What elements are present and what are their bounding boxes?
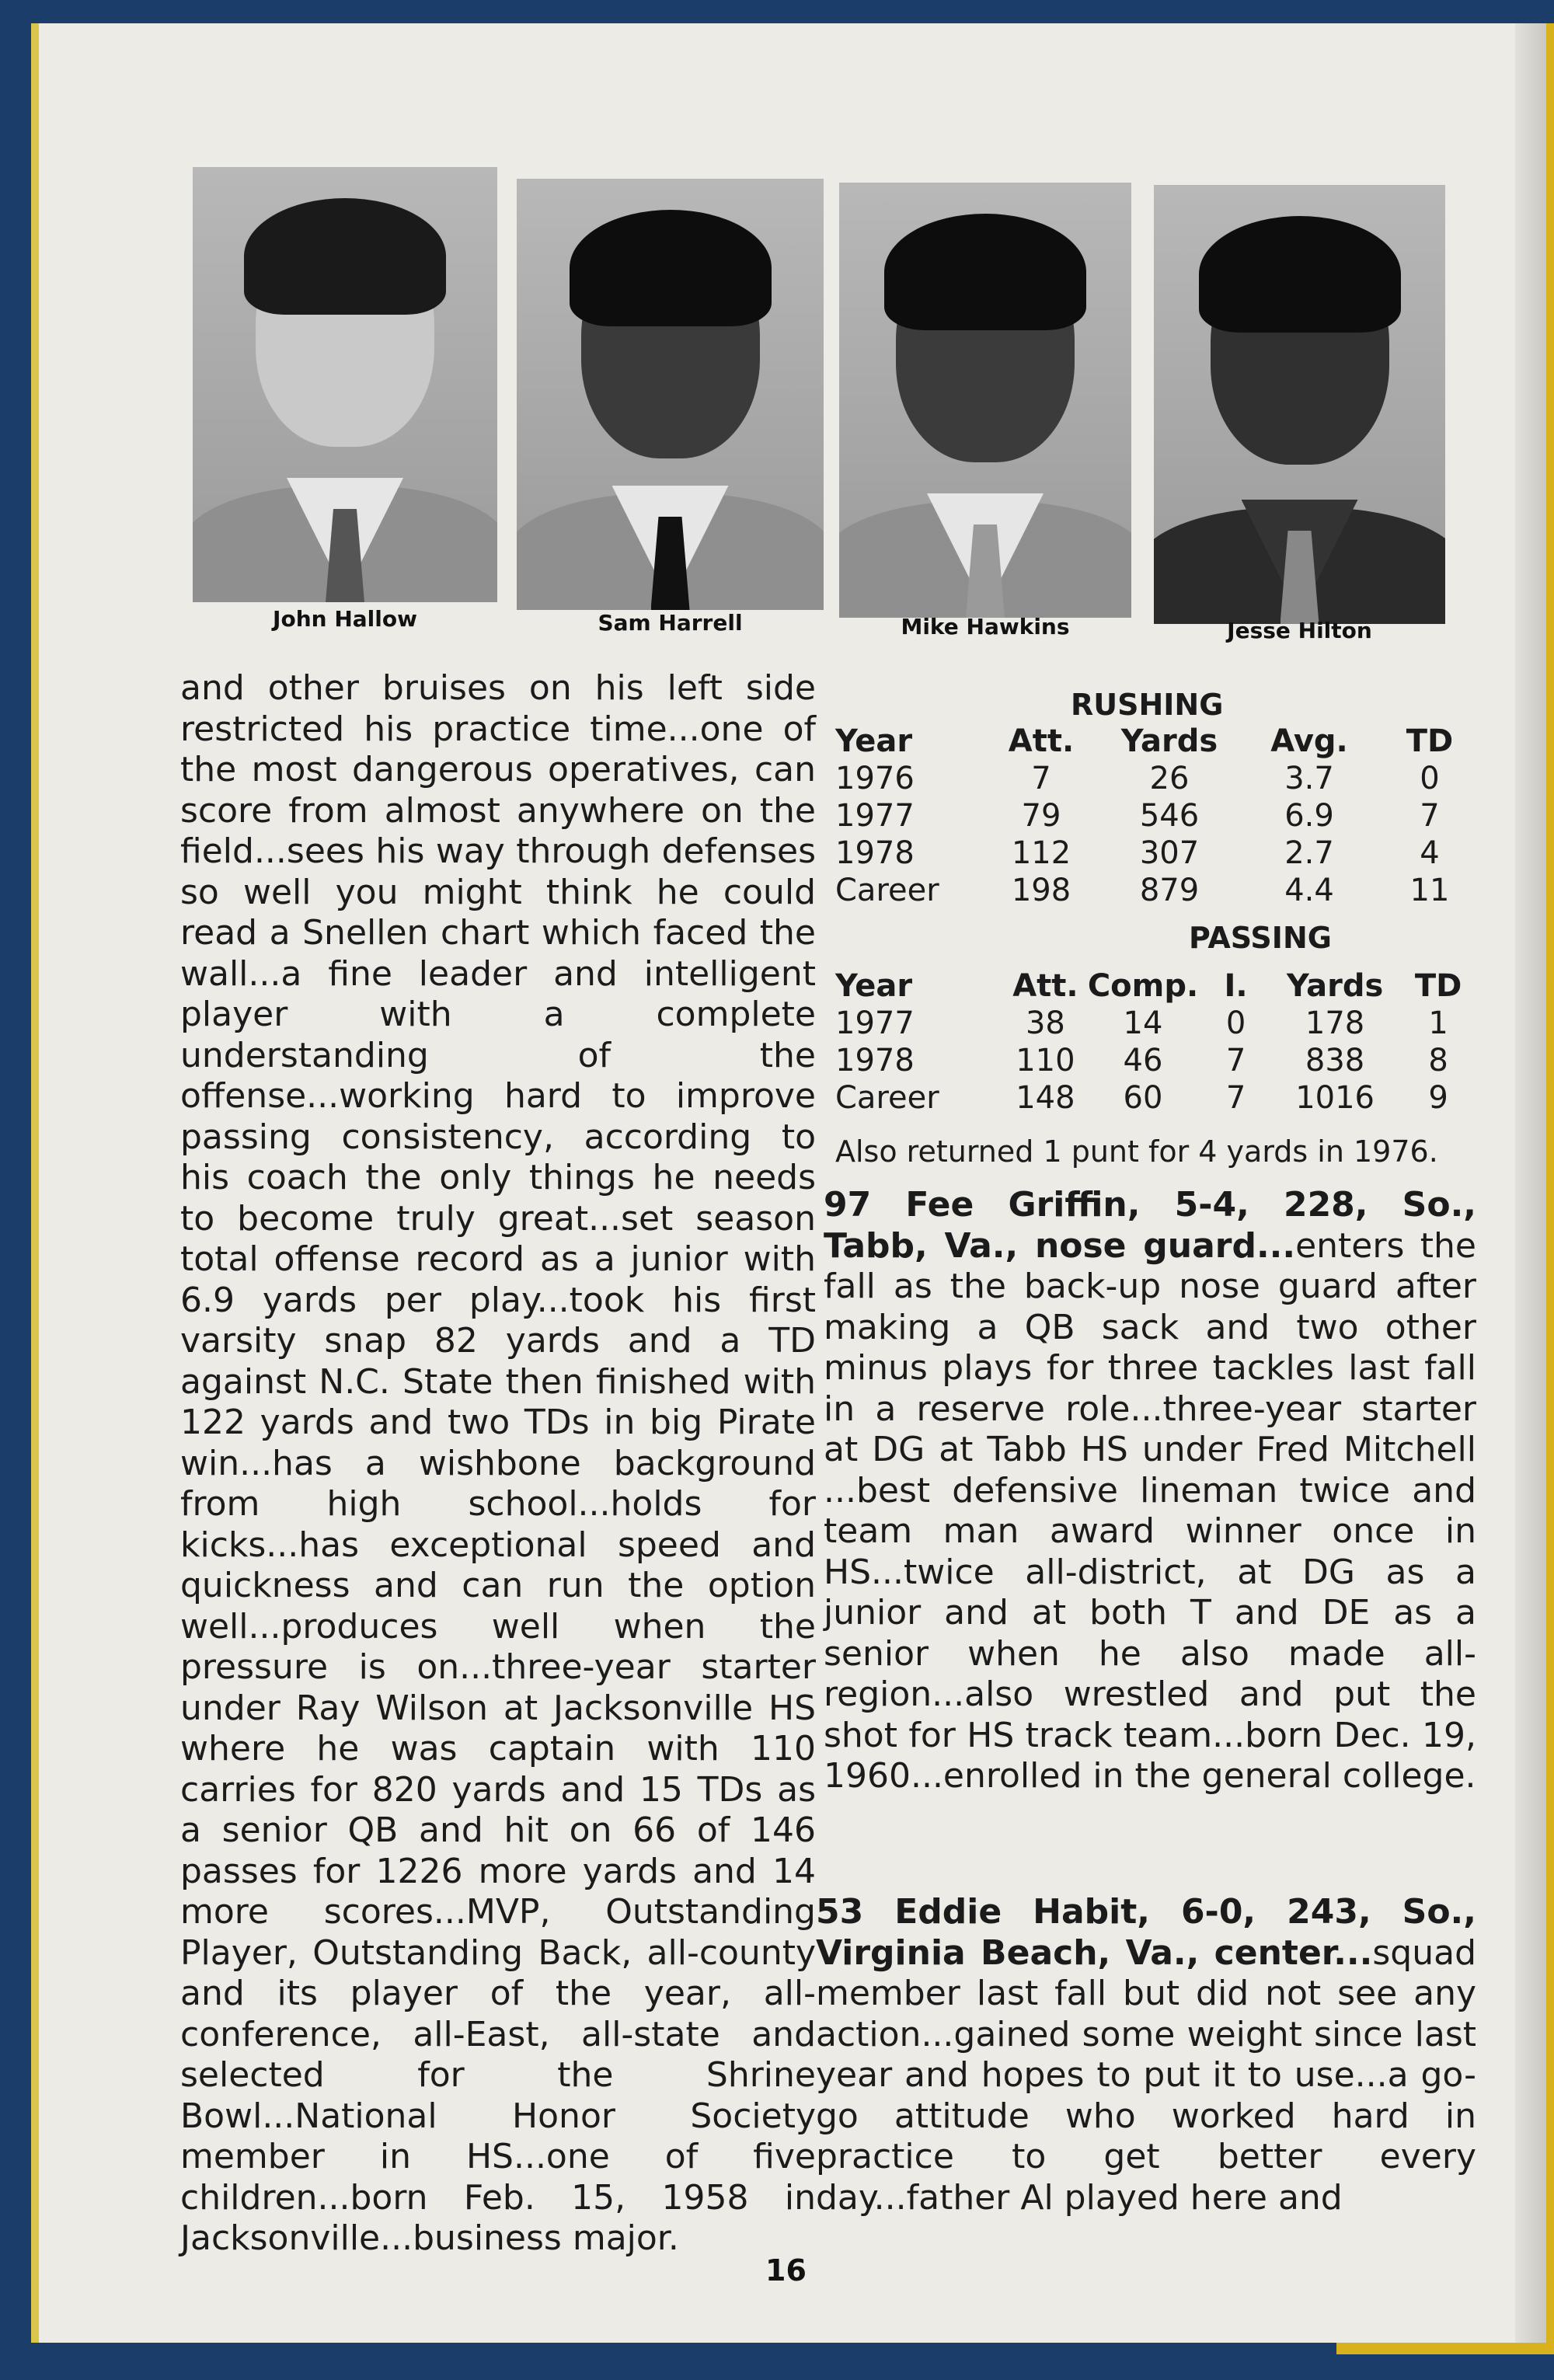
left-column-text: and other bruises on his left side restricted his practice time...one of the most dangerous operatives, can score from almost anywhere on the field...sees his way through defenses so well you might think he could read a Snellen chart which faced the wall...a fine leader and intelligent player with a complete understanding of the offense...working hard to improve passing consistency, according to his coach the only things he needs to become truly great...set season total offense record as a junior with 6.9 yards per play...took his first varsity snap 82 yards and a TD against N.C. State then finished with 122 yards and two TDs in big Pirate win...has a wishbone background from high school...holds for kicks...has exceptional speed and quickness and can run the option well...produces well when the pressure is on...three-year starter under Ray Wilson at Jacksonville HS where he was captain with 110 carries for 820 yards and 15 TDs as a senior QB and hit on 66 of 146 passes for 1226 more yards and 14 more scores...MVP, Outstanding Player, Outstanding Back, all-county and its player of the year, all-conference, all-East, all-state and selected for the Shrine Bowl...National Honor Society member in HS...one of five children...born Feb. 15, 1958 in Jacksonville...business major.: [180, 668, 816, 2258]
rushing-title: RUSHING: [1071, 688, 1224, 722]
passing-cell: 7: [1225, 1043, 1246, 1078]
rushing-cell: Career: [835, 873, 939, 908]
stats-note: Also returned 1 punt for 4 yards in 1976.: [835, 1134, 1438, 1169]
rushing-cell: 4.4: [1284, 873, 1334, 908]
passing-table: [835, 967, 1480, 1117]
rushing-cell: 4: [1420, 835, 1440, 871]
photo-sam-harrell: [517, 179, 824, 610]
rushing-cell: 7: [1031, 761, 1051, 796]
rushing-header-avg: Avg.: [1270, 723, 1348, 759]
rushing-header-row: [835, 723, 1480, 760]
passing-cell: 1977: [835, 1005, 915, 1041]
binding-gutter: [1515, 23, 1546, 2343]
passing-header-td: TD: [1414, 968, 1462, 1004]
passing-cell: 46: [1123, 1043, 1163, 1078]
passing-cell: 38: [1025, 1005, 1065, 1041]
passing-header-yards: Yards: [1286, 968, 1384, 1004]
caption-jesse-hilton: Jesse Hilton: [1227, 618, 1372, 643]
passing-header-comp: Comp.: [1087, 968, 1199, 1004]
rushing-cell: 1976: [835, 761, 915, 796]
passing-cell: 9: [1428, 1080, 1448, 1116]
rushing-header-td: TD: [1406, 723, 1454, 759]
rushing-cell: 0: [1420, 761, 1440, 796]
table-row: [835, 1042, 1480, 1079]
table-row: [835, 1079, 1480, 1117]
rushing-cell: 79: [1021, 798, 1061, 834]
photo-john-hallow: [193, 167, 497, 602]
rushing-cell: 26: [1149, 761, 1190, 796]
hair: [244, 198, 446, 315]
passing-cell: 838: [1305, 1043, 1365, 1078]
caption-sam-harrell: Sam Harrell: [598, 610, 743, 636]
page-number: 16: [765, 2253, 807, 2288]
rushing-cell: 879: [1139, 873, 1200, 908]
passing-header-year: Year: [835, 968, 913, 1004]
table-row: [835, 872, 1480, 909]
rushing-cell: 11: [1409, 873, 1450, 908]
rushing-cell: 307: [1139, 835, 1200, 871]
rushing-header-yards: Yards: [1120, 723, 1218, 759]
rushing-cell: 7: [1420, 798, 1440, 834]
passing-cell: 178: [1305, 1005, 1365, 1041]
passing-header-row: [835, 967, 1480, 1005]
passing-cell: 7: [1225, 1080, 1246, 1116]
passing-cell: 0: [1225, 1005, 1246, 1041]
passing-cell: 110: [1016, 1043, 1075, 1078]
rushing-header-year: Year: [835, 723, 913, 759]
rushing-cell: 2.7: [1284, 835, 1334, 871]
rushing-cell: 1977: [835, 798, 915, 834]
rushing-cell: 198: [1011, 873, 1071, 908]
passing-cell: 1016: [1295, 1080, 1375, 1116]
table-row: [835, 760, 1480, 797]
rushing-cell: 6.9: [1284, 798, 1334, 834]
rushing-cell: 3.7: [1284, 761, 1334, 796]
table-row: [835, 797, 1480, 835]
passing-cell: 14: [1123, 1005, 1163, 1041]
photo-jesse-hilton: [1154, 185, 1445, 624]
hair: [570, 210, 772, 326]
passing-title: PASSING: [1189, 921, 1332, 955]
table-row: [835, 835, 1480, 872]
rushing-cell: 546: [1139, 798, 1200, 834]
photo-mike-hawkins: [839, 183, 1131, 618]
rushing-header-att: Att.: [1008, 723, 1075, 759]
entry-fee-griffin: [824, 1185, 1476, 1797]
passing-cell: 1978: [835, 1043, 915, 1078]
passing-cell: 60: [1123, 1080, 1163, 1116]
passing-cell: Career: [835, 1080, 939, 1116]
passing-header-int: I.: [1224, 968, 1248, 1004]
document-page: [31, 23, 1546, 2343]
entry-eddie-habit: [816, 1892, 1476, 2218]
entry-head-fee-griffin: 97 Fee Griffin, 5-4, 228, So., Tabb, Va., nose guard...: [824, 1185, 1476, 1266]
caption-john-hallow: John Hallow: [273, 606, 417, 632]
entry-body-fee-griffin: enters the fall as the back-up nose guard after making a QB sack and two other minus plays for three tackles last fall in a reserve role...three-year starter at DG at Tabb HS under Fred Mitchell ...best defensive lineman twice and team man award winner once in HS...twice all-district, at DG as a junior and at both T and DE as a senior when he also made all-region...also wrestled and put the shot for HS track team...born Dec. 19, 1960...enrolled in the general college.: [824, 1225, 1476, 1796]
rushing-cell: 1978: [835, 835, 915, 871]
passing-cell: 8: [1428, 1043, 1448, 1078]
caption-mike-hawkins: Mike Hawkins: [901, 614, 1070, 639]
entry-body-eddie-habit: squad member last fall but did not see any action...gained some weight since last year and hopes to put it to use...a go-go attitude who worked hard in practice to get better every day...father Al played here and: [816, 1932, 1476, 2218]
passing-cell: 148: [1016, 1080, 1075, 1116]
table-row: [835, 1005, 1480, 1042]
passing-header-att: Att.: [1012, 968, 1078, 1004]
rushing-table: [835, 723, 1480, 909]
rushing-cell: 112: [1011, 835, 1071, 871]
entry-head-eddie-habit: 53 Eddie Habit, 6-0, 243, So., Virginia Beach, Va., center...: [816, 1892, 1476, 1973]
hair: [884, 214, 1086, 330]
passing-cell: 1: [1428, 1005, 1448, 1041]
hair: [1199, 216, 1401, 333]
